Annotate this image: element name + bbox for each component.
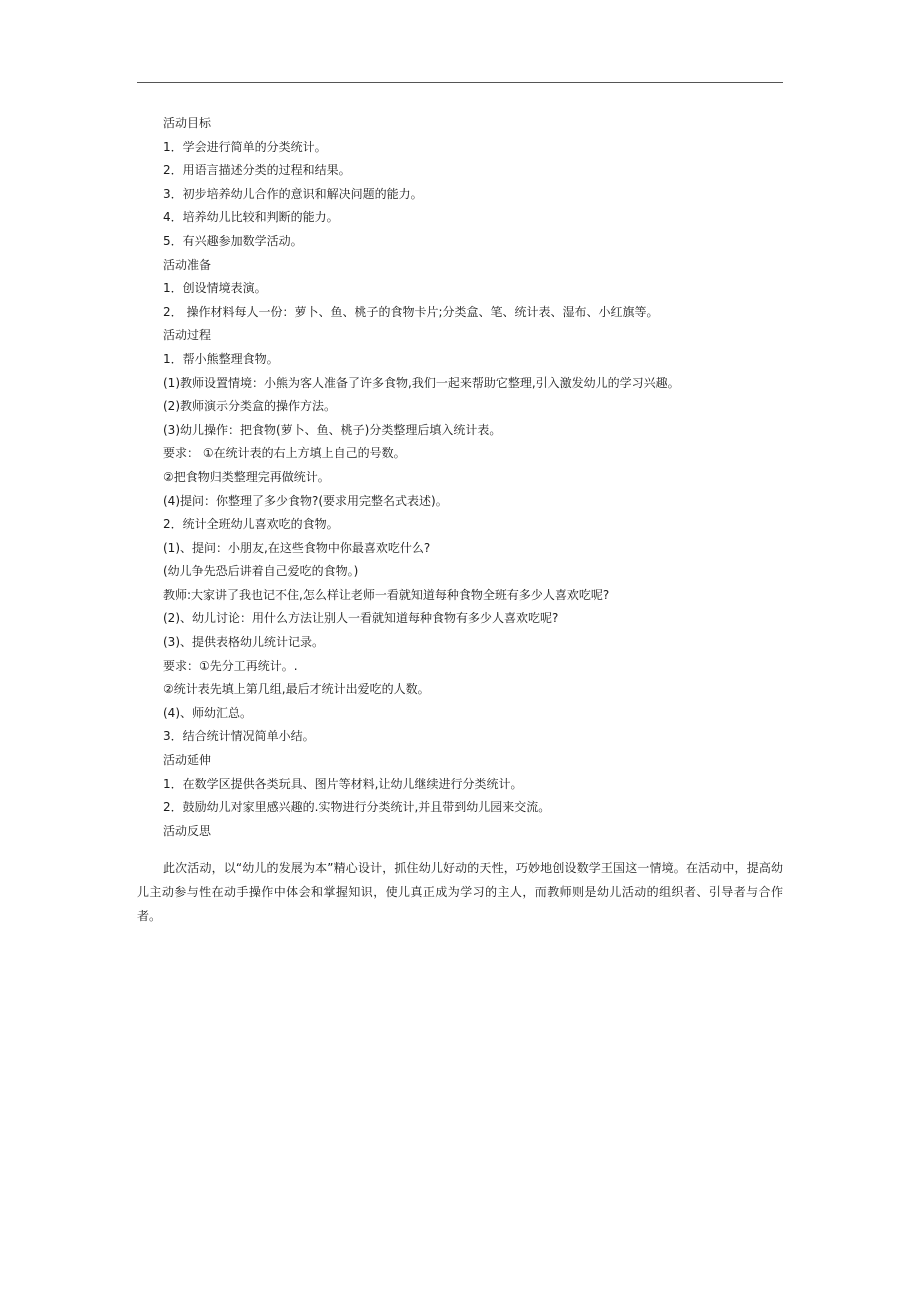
process-item: 1．帮小熊整理食物。	[163, 351, 279, 366]
process-item: 要求：①先分工再统计。.	[163, 658, 298, 673]
reflection-text: 此次活动，以“幼儿的发展为本”精心设计，抓住幼儿好动的天性，巧妙地创设数学王国这一情境。在活动中，提高幼儿主动参与性在动手操作中体会和掌握知识，使儿真正成为学习的主人，而教师则是幼儿活动的组织者、引导者与合作者。	[137, 861, 783, 923]
reflection-paragraph	[137, 856, 783, 928]
goal-item: 3．初步培养幼儿合作的意识和解决问题的能力。	[163, 186, 423, 201]
goal-item: 2．用语言描述分类的过程和结果。	[163, 163, 351, 178]
process-item: (4)、师幼汇总。	[163, 705, 252, 720]
process-item: 要求： ①在统计表的右上方填上自己的号数。	[163, 446, 406, 461]
preparation-item: 1．创设情境表演。	[163, 281, 267, 296]
process-item: (3)、提供表格幼儿统计记录。	[163, 635, 324, 650]
goal-item: 1．学会进行简单的分类统计。	[163, 139, 327, 154]
goal-item: 5．有兴趣参加数学活动。	[163, 233, 303, 248]
process-item: 教师:大家讲了我也记不住,怎么样让老师一看就知道每种食物全班有多少人喜欢吃呢?	[163, 587, 610, 602]
process-item: ②把食物归类整理完再做统计。	[163, 469, 330, 484]
process-item: (1)、提问：小朋友,在这些食物中你最喜欢吃什么?	[163, 540, 431, 555]
heading-reflection: 活动反思	[163, 823, 212, 838]
process-item: 3．结合统计情况简单小结。	[163, 729, 315, 744]
header-rule	[137, 82, 783, 83]
process-item: (4)提问：你整理了多少食物?(要求用完整名式表述)。	[163, 493, 448, 508]
extension-item: 1．在数学区提供各类玩具、图片等材料,让幼儿继续进行分类统计。	[163, 776, 523, 791]
heading-process: 活动过程	[163, 328, 212, 343]
document-body	[163, 112, 783, 843]
heading-extension: 活动延伸	[163, 753, 212, 768]
process-item: 2．统计全班幼儿喜欢吃的食物。	[163, 517, 339, 532]
process-item: (2)、幼儿讨论：用什么方法让别人一看就知道每种食物有多少人喜欢吃呢?	[163, 611, 559, 626]
process-item: (2)教师演示分类盒的操作方法。	[163, 399, 336, 414]
process-item: (1)教师设置情境：小熊为客人准备了许多食物,我们一起来帮助它整理,引入激发幼儿的学习兴趣。	[163, 375, 680, 390]
process-item: (3)幼儿操作：把食物(萝卜、鱼、桃子)分类整理后填入统计表。	[163, 422, 502, 437]
preparation-item: 2． 操作材料每人一份：萝卜、鱼、桃子的食物卡片;分类盒、笔、统计表、湿布、小红旗等。	[163, 304, 659, 319]
heading-preparation: 活动准备	[163, 257, 212, 272]
heading-goals: 活动目标	[163, 116, 212, 130]
process-item: (幼儿争先恐后讲着自己爱吃的食物。)	[163, 564, 359, 579]
extension-item: 2．鼓励幼儿对家里感兴趣的.实物进行分类统计,并且带到幼儿园来交流。	[163, 800, 551, 815]
process-item: ②统计表先填上第几组,最后才统计出爱吃的人数。	[163, 682, 430, 697]
goal-item: 4．培养幼儿比较和判断的能力。	[163, 210, 339, 225]
